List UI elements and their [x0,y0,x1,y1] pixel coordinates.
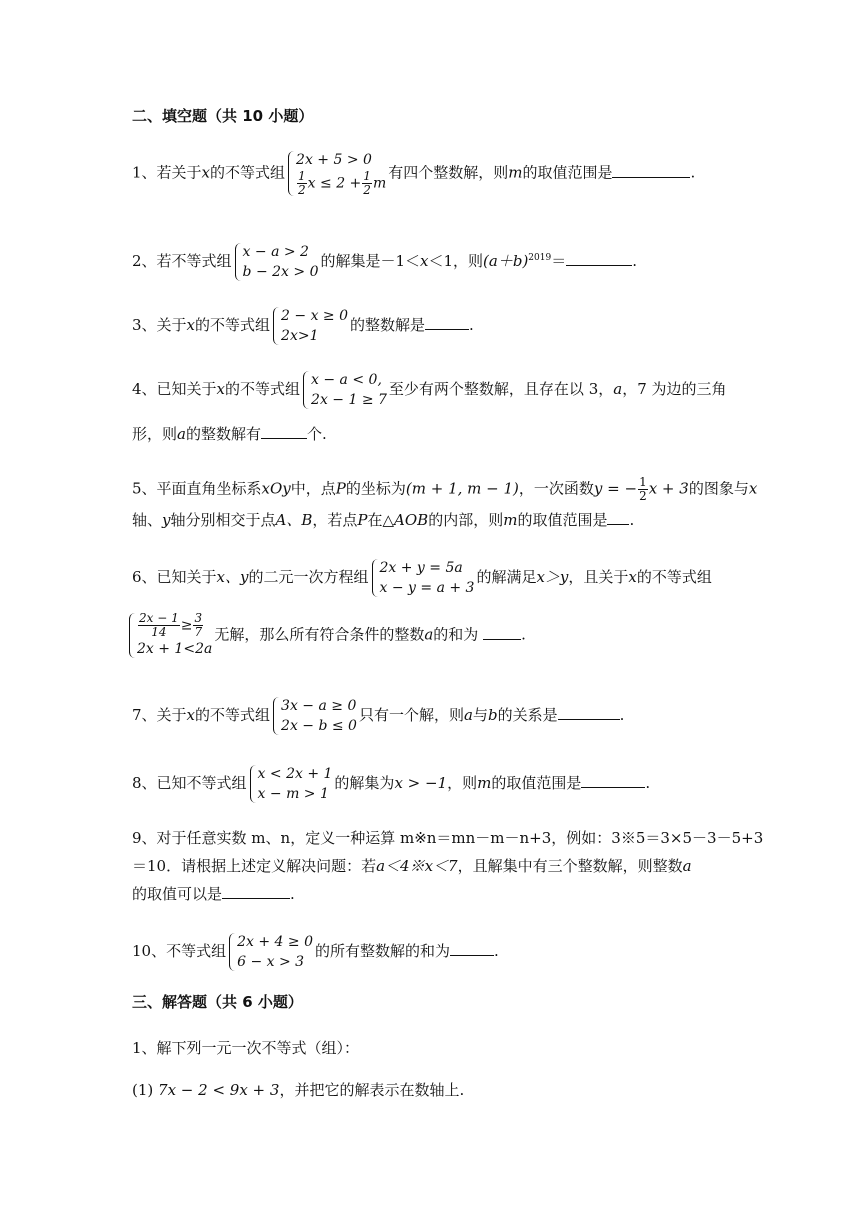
answer-blank [566,251,632,266]
section-title-answer: 三、解答题（共 6 小题） [132,993,303,1011]
question-8: 8、已知不等式组 x < 2x + 1 x − m > 1 的解集为x > −1，则m的取值范围是 . [132,766,651,802]
inequality-system: 2 − x ≥ 0 2x>1 [272,306,348,346]
inequality-system: x − a > 2 b − 2x > 0 [234,242,319,282]
inequality-system: 3x − a ≥ 0 2x − b ≤ 0 [272,696,357,736]
question-5-cont: 轴、y轴分别相交于点A、B，若点P在△AOB的内部，则m的取值范围是 . [132,511,635,529]
inequality-system: x < 2x + 1 x − m > 1 [249,764,333,804]
answer-blank [222,884,290,899]
equation-system: 2x + y = 5a x − y = a + 3 [371,558,475,598]
answer-blank [261,424,307,439]
question-9-cont2: 的取值可以是 . [132,885,295,903]
answer-blank [607,510,629,525]
question-9-cont: ＝10．请根据上述定义解决问题：若a＜4※x＜7，且解集中有三个整数解，则整数a [132,857,692,875]
question-9: 9、对于任意实数 m、n，定义一种运算 m※n＝mn－m－n+3，例如：3※5＝3×5－3－5+3 [132,829,764,847]
question-3: 3、关于x的不等式组 2 − x ≥ 0 2x>1 的整数解是 . [132,308,474,344]
answer-blank [450,941,494,956]
inequality-system: 2x + 5 > 0 $\frac{1}{2}$ x ≤ 2 + $\frac{1}{2}$ m [287,150,386,197]
question-5: 5、平面直角坐标系xOy中，点P的坐标为(m + 1, m − 1)，一次函数y = − $\frac{1}{2}$ x + 3的图象与x [132,475,758,503]
answer-blank [425,315,469,330]
answer-blank [612,163,690,178]
question-4: 4、已知关于x的不等式组 x − a < 0, 2x − 1 ≥ 7 至少有两个整数解，且存在以 3，a，7 为边的三角 [132,372,727,408]
question-6-cont: $\frac{2x - 1}{14}$ ≥ $\frac{3}{7}$ 2x + 1<2a 无解，那么所有符合条件的整数a的和为 . [126,612,526,659]
answer-question-1-part-1: (1) 7x − 2 < 9x + 3，并把它的解表示在数轴上. [132,1081,465,1099]
answer-blank [483,625,521,640]
question-6: 6、已知关于x、y的二元一次方程组 2x + y = 5a x − y = a + 3 的解满足x＞y，且关于x的不等式组 [132,560,712,596]
question-1: 1、若关于x的不等式组 2x + 5 > 0 $\frac{1}{2}$ x ≤ 2 + $\frac{1}{2}$ m 有四个整数解，则m的取值范围是 . [132,152,696,197]
inequality-system: $\frac{2x - 1}{14}$ ≥ $\frac{3}{7}$ 2x + 1<2a [128,612,212,659]
answer-blank [558,705,620,720]
answer-blank [581,773,645,788]
answer-question-1: 1、解下列一元一次不等式（组）： [132,1039,360,1057]
section-title-fill: 二、填空题（共 10 小题） [132,107,314,125]
question-2: 2、若不等式组 x − a > 2 b − 2x > 0 的解集是－1＜x＜1，则$(a+b)^{2019}=$ . [132,244,637,280]
question-10: 10、不等式组 2x + 4 ≥ 0 6 − x > 3 的所有整数解的和为 . [132,934,499,970]
inequality-system: x − a < 0, 2x − 1 ≥ 7 [302,370,387,410]
question-7: 7、关于x的不等式组 3x − a ≥ 0 2x − b ≤ 0 只有一个解，则a与b的关系是 . [132,698,625,734]
question-4-cont: 形，则a的整数解有 个. [132,425,327,443]
inequality-system: 2x + 4 ≥ 0 6 − x > 3 [228,932,313,972]
